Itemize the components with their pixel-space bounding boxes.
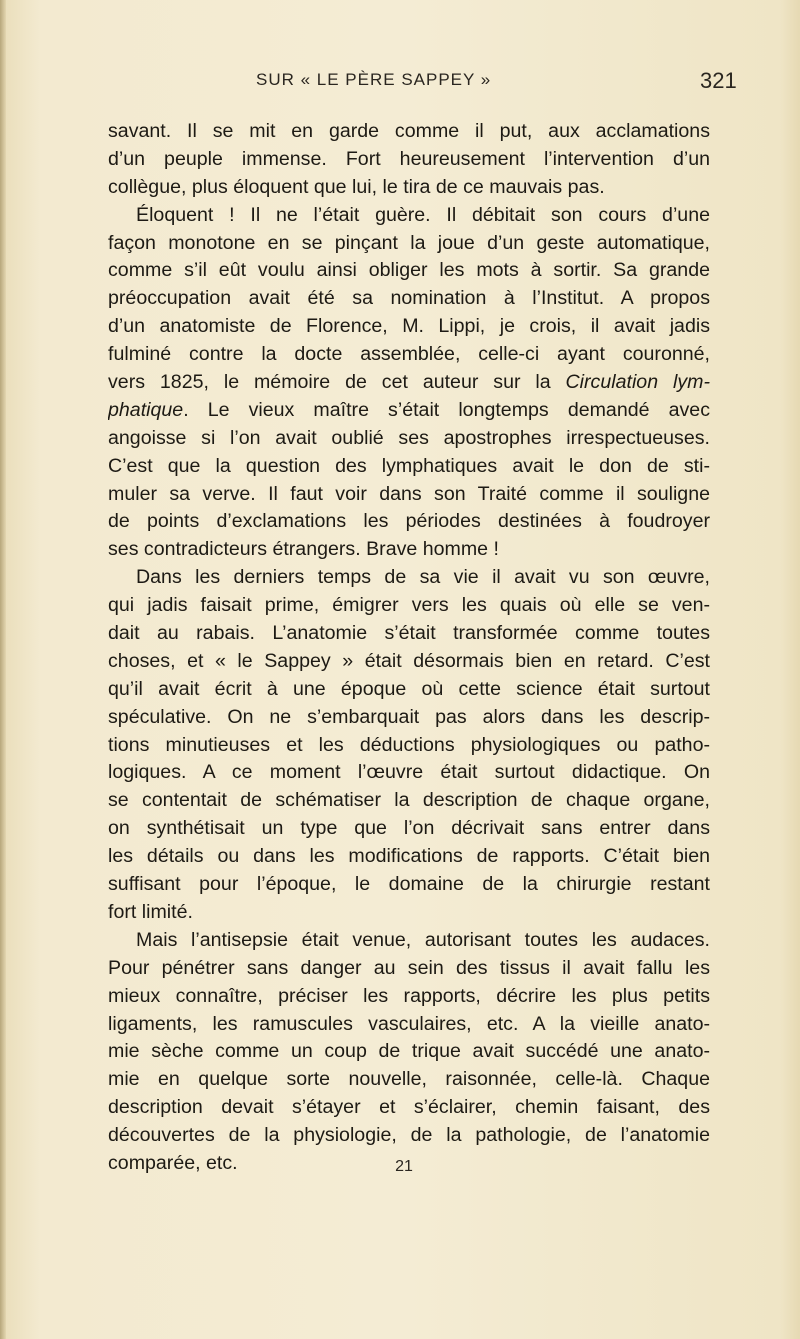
- page-gutter-edge: [0, 0, 6, 1339]
- text-line: logiques. A ce moment l’œuvre était surtout didactique. On: [108, 761, 710, 784]
- text-line: comparée, etc.: [108, 1151, 238, 1174]
- running-title: SUR « LE PÈRE SAPPEY »: [256, 70, 492, 89]
- text-line: savant. Il se mit en garde comme il put, aux acclamations: [108, 120, 710, 142]
- signature-mark: 21: [395, 1158, 413, 1175]
- text-line: collègue, plus éloquent que lui, le tira de ce mauvais pas.: [108, 175, 605, 198]
- text-line: dait au rabais. L’anatomie s’était transformée comme toutes: [108, 622, 710, 645]
- text-line: suffisant pour l’époque, le domaine de la chirurgie restant: [108, 873, 710, 896]
- page-number: 321: [700, 68, 737, 93]
- book-title-italic: phatique: [108, 398, 184, 421]
- text-line: Pour pénétrer sans danger au sein des tissus il avait fallu les: [108, 956, 710, 979]
- text-line: de points d’exclamations les périodes destinées à foudroyer: [108, 510, 710, 533]
- text-line: phatique. Le vieux maître s’était longtemps demandé avec: [108, 398, 710, 421]
- text-line: description devait s’étayer et s’éclairer, chemin faisant, des: [108, 1096, 710, 1119]
- text-line: façon monotone en se pinçant la joue d’un geste automatique,: [108, 231, 710, 254]
- text-line: Mais l’antisepsie était venue, autorisant toutes les audaces.: [136, 928, 710, 951]
- text-line: découvertes de la physiologie, de la pathologie, de l’anatomie: [108, 1124, 710, 1147]
- text-line: qu’il avait écrit à une époque où cette science était surtout: [108, 677, 710, 700]
- text-line: Éloquent ! Il ne l’était guère. Il débitait son cours d’une: [136, 203, 710, 226]
- text-line: vers 1825, le mémoire de cet auteur sur la Circulation lym-: [108, 371, 710, 394]
- text-line: spéculative. On ne s’embarquait pas alors dans les descrip-: [108, 705, 710, 728]
- body-text: [108, 118, 710, 1178]
- text-line: comme s’il eût voulu ainsi obliger les mots à sortir. Sa grande: [108, 259, 710, 282]
- text-line: ligaments, les ramuscules vasculaires, etc. A la vieille anato-: [108, 1012, 710, 1035]
- text-line: muler sa verve. Il faut voir dans son Traité comme il souligne: [108, 482, 710, 505]
- text-line: ses contradicteurs étrangers. Brave homme !: [108, 538, 499, 561]
- text-line: mieux connaître, préciser les rapports, décrire les plus petits: [108, 984, 710, 1007]
- text-line: Dans les derniers temps de sa vie il avait vu son œuvre,: [136, 566, 710, 589]
- text-line: d’un peuple immense. Fort heureusement l’intervention d’un: [108, 147, 710, 170]
- text-line: mie sèche comme un coup de trique avait succédé une anato-: [108, 1040, 710, 1063]
- text-line: mie en quelque sorte nouvelle, raisonnée, celle-là. Chaque: [108, 1068, 710, 1091]
- text-line: les détails ou dans les modifications de rapports. C’était bien: [108, 845, 710, 868]
- text-line: préoccupation avait été sa nomination à l’Institut. A propos: [108, 287, 710, 310]
- text-line: d’un anatomiste de Florence, M. Lippi, je crois, il avait jadis: [108, 315, 710, 338]
- text-line: on synthétisait un type que l’on décrivait sans entrer dans: [108, 817, 710, 840]
- text-line: C’est que la question des lymphatiques avait le don de sti-: [108, 454, 710, 477]
- text-line: qui jadis faisait prime, émigrer vers les quais où elle se ven-: [108, 594, 710, 617]
- running-header: [0, 68, 800, 96]
- text-line: se contentait de schématiser la description de chaque organe,: [108, 789, 710, 812]
- text-line: fort limité.: [108, 900, 193, 923]
- text-line: choses, et « le Sappey » était désormais bien en retard. C’est: [108, 649, 710, 672]
- book-title-italic: Circulation lym-: [565, 371, 710, 394]
- text-line: angoisse si l’on avait oublié ses apostrophes irrespectueuses.: [108, 426, 710, 449]
- text-line: tions minutieuses et les déductions physiologiques ou patho-: [108, 733, 710, 756]
- text-line: fulminé contre la docte assemblée, celle-ci ayant couronné,: [108, 343, 710, 366]
